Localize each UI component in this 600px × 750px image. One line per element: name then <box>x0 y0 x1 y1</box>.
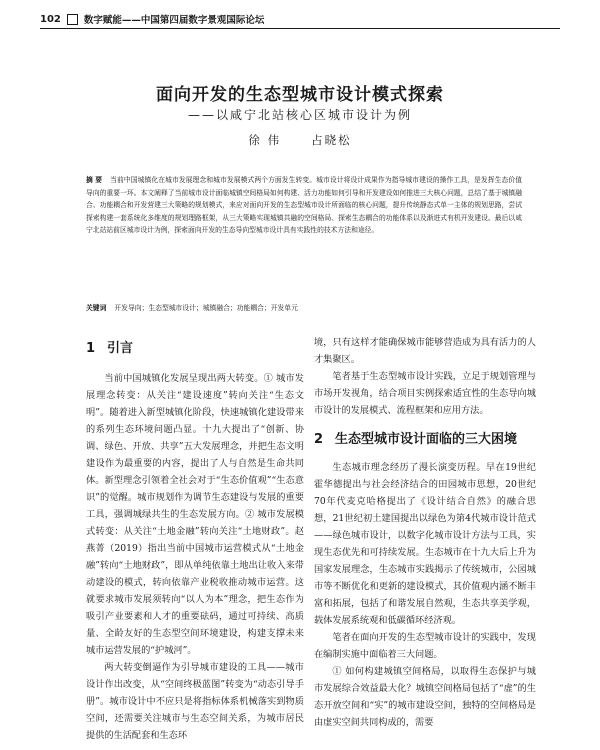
paragraph: 当前中国城镇化发展呈现出两大转变。① 城市发展理念转变：从关注“建设速度”转向关注“生态文明”。随着进入新型城镇化阶段，快速城镇化建设带来的系列生态环境问题凸显。十九大提出了“创新、协调、绿色、开放、共享”五大发展理念，并把生态文明建设作为最重要的内容，提出了人与自然是生命共同体。新型理念引领着全社会对于“生态价值观”“生态意识”的觉醒。城市规划作为调节生态建设与发展的重要工具，强调城绿共生的生态发展方向。② 城市发展模式转变：从关注“土地金融”转向关注“土地财政”。赵燕菁（2019）指出当前中国城市运营模式从“土地金融”转向“土地财政”，即从单纯依靠土地出让收入来带动建设的模式，转向依靠产业税收推动城市运营。这就要求城市发展须转向“以人为本”理念，把生态作为吸引产业要素和人才的重要砝码，通过可持续、高质量、全龄友好的生态型空间环境建设，构建支撑未来城市运营发展的“护城河”。 <box>86 373 304 656</box>
abstract-text: 当前中国城镇化在城市发展理念和城市发展模式两个方面发生转变。城市设计将设计成果作为指导城市建设的操作工具，是发挥生态价值导向的重要一环。本文阐释了当前城市设计面临城镇空间格局如何构建、活力功能如何引导和开发建设如何推进三大核心问题，总结了基于城镇融合、功能耦合和开发营建三大策略的规划模式，来应对面向开发的生态型城市设计所面临的核心问题，提升传统静态式单一主体的规划思路，尝试探索构建一套系统化多维度的规划理路框架，从三大策略实现城镇共融的空间格局、探索生态耦合的功能体系以及渐进式有机开发建设。最后以咸宁北站站前区城市设计为例，探索面向开发的生态导向型城市设计具有实践性的技术方法和途径。 <box>86 176 522 235</box>
paragraph: 笔者基于生态型城市设计实践，立足于规划管理与市场开发视角，结合项目实例探索适宜性的生态导向城市设计的发展模式、流程框架和应用方法。 <box>314 371 536 416</box>
paragraph: 生态城市理念经历了漫长演变历程。早在19世纪霍华德提出与社会经济结合的田园城市思想，20世纪70年代麦克哈格提出了《设计结合自然》的融合思想，21世纪初土建国提出以绿色为第4代城市设计范式——绿色城市设计，以数字化城市设计方法与工具，实现生态优先和可持续发展。生态城市在十九大后上升为国家发展理念，生态城市实践揭示了传统城市，公园城市等不断优化和更新的建设模式，其价值观内涵不断丰富和拓展，包括了和谐发展自然观，生态共享美学观，载体发展系统观和低碳循环经济观。 <box>314 462 536 626</box>
section-title: 生态型城市设计面临的三大困境 <box>335 432 518 447</box>
article-subtitle: ——以咸宁北站核心区城市设计为例 <box>187 108 412 122</box>
running-header <box>40 12 560 26</box>
paragraph: ① 如何构建城镇空间格局，以取得生态保护与城市发展综合效益最大化？城镇空间格局包括了“虚”的生态开放空间和“实”的城市建设空间，独特的空间格局是由虚实空间共同构成的，需要 <box>314 666 536 728</box>
section-heading <box>86 340 304 358</box>
right-column <box>314 334 536 731</box>
running-title: 数字赋能——中国第四届数字景观国际论坛 <box>83 15 265 26</box>
keywords-text: 开发导向；生态型城市设计；城镇融合；功能耦合；开发单元 <box>114 304 298 312</box>
author-name: 徐 伟 <box>248 133 282 147</box>
left-column <box>86 340 304 744</box>
square-icon <box>67 14 78 25</box>
paragraph: 笔者在面向开发的生态型城市设计的实践中，发现在编制实施中面临着三大问题。 <box>314 632 536 660</box>
article-title: 面向开发的生态型城市设计模式探索 <box>156 85 444 105</box>
keywords-label: 关键词 <box>86 304 107 312</box>
page-number: 102 <box>40 13 61 25</box>
section-number: 1 <box>86 341 96 356</box>
paragraph: 境，只有这样才能确保城市能够营造成为具有活力的人才集聚区。 <box>314 337 536 365</box>
paragraph: 两大转变倒逼作为引导城市建设的工具——城市设计作出改变，从“空间终极蓝图”转变为“动态引导手册”。城市设计中不应只是将指标体系机械落实到物质空间，还需要关注城市与生态空间关系，为城市居民提供的生活配套和生态环 <box>86 662 304 741</box>
abstract <box>86 174 522 237</box>
header-rule <box>40 28 560 29</box>
author-list <box>0 132 600 148</box>
section-heading <box>314 431 536 449</box>
abstract-label: 摘 要 <box>86 176 103 184</box>
author-name: 占晓松 <box>311 133 352 147</box>
section-title: 引言 <box>107 341 134 356</box>
section-number: 2 <box>314 432 324 447</box>
keywords <box>86 302 522 314</box>
